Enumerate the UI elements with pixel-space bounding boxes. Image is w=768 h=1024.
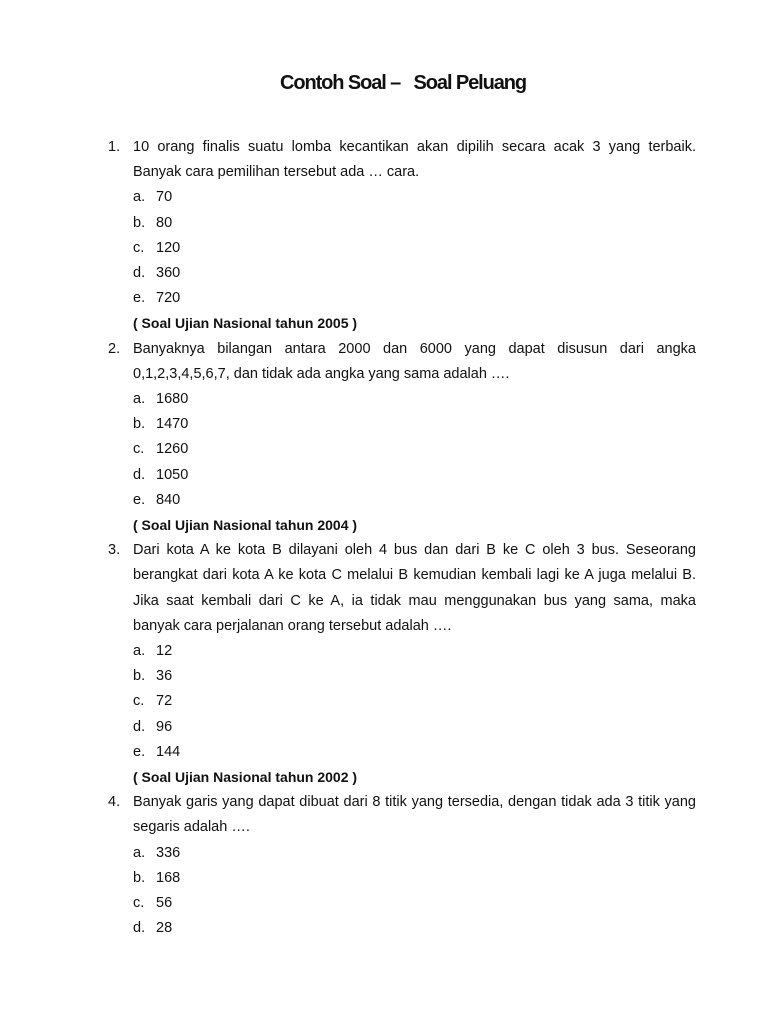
option-value: 80 — [156, 214, 173, 231]
question-number: 3. — [108, 542, 121, 559]
option-value: 1260 — [156, 441, 189, 458]
option-item — [133, 916, 696, 941]
option-list — [133, 387, 696, 513]
option-letter: c. — [133, 239, 145, 256]
option-letter: a. — [133, 643, 146, 660]
option-value: 840 — [156, 491, 181, 508]
option-value: 720 — [156, 290, 181, 307]
option-value: 72 — [156, 693, 173, 710]
option-value: 1680 — [156, 391, 189, 408]
option-value: 96 — [156, 718, 173, 735]
option-item — [133, 463, 696, 488]
question-source: ( Soal Ujian Nasional tahun 2002 ) — [133, 769, 358, 786]
question-text: Banyak garis yang dapat dibuat dari 8 titik yang tersedia, dengan tidak ada 3 titik yang segaris adalah …. — [133, 794, 696, 836]
option-letter: b. — [133, 668, 146, 685]
option-item — [133, 437, 696, 462]
page-title: Contoh Soal – Soal Peluang — [280, 72, 526, 94]
option-value: 360 — [156, 265, 181, 282]
option-value: 336 — [156, 844, 181, 861]
option-item — [133, 639, 696, 664]
question-text: Dari kota A ke kota B dilayani oleh 4 bus dan dari B ke C oleh 3 bus. Seseorang berangkat dari kota A ke kota C melalui B kemudian kembali lagi ke A juga melalui B. Jika saat kembali dari C ke A, ia tidak mau menggunakan bus yang sama, maka banyak cara perjalanan orang tersebut adalah …. — [133, 542, 696, 634]
option-letter: d. — [133, 718, 146, 735]
option-item — [133, 211, 696, 236]
question-item — [108, 790, 696, 941]
question-item — [108, 538, 696, 790]
option-value: 144 — [156, 743, 181, 760]
option-letter: a. — [133, 391, 146, 408]
option-item — [133, 185, 696, 210]
option-letter: a. — [133, 189, 146, 206]
option-item — [133, 412, 696, 437]
question-number: 1. — [108, 139, 121, 155]
question-source: ( Soal Ujian Nasional tahun 2004 ) — [133, 517, 358, 534]
question-list — [108, 135, 696, 942]
option-item — [133, 261, 696, 286]
option-value: 12 — [156, 643, 173, 660]
option-item — [133, 236, 696, 261]
option-value: 120 — [156, 239, 181, 256]
option-value: 70 — [156, 189, 173, 206]
option-letter: b. — [133, 416, 146, 433]
question-number: 2. — [108, 340, 121, 357]
option-letter: d. — [133, 920, 146, 937]
question-text: 10 orang finalis suatu lomba kecantikan akan dipilih secara acak 3 yang terbaik. Banyak cara pemilihan tersebut ada … cara. — [133, 139, 696, 181]
option-item — [133, 866, 696, 891]
option-item — [133, 689, 696, 714]
option-value: 28 — [156, 920, 173, 937]
option-value: 168 — [156, 869, 181, 886]
option-letter: c. — [133, 895, 145, 912]
option-letter: d. — [133, 466, 146, 483]
option-value: 56 — [156, 895, 173, 912]
option-letter: b. — [133, 214, 146, 231]
option-letter: e. — [133, 491, 146, 508]
option-list — [133, 185, 696, 311]
option-value: 1050 — [156, 466, 189, 483]
option-list — [133, 841, 696, 942]
option-value: 1470 — [156, 416, 189, 433]
option-letter: c. — [133, 693, 145, 710]
option-letter: e. — [133, 743, 146, 760]
option-item — [133, 715, 696, 740]
question-item — [108, 135, 696, 337]
option-item — [133, 488, 696, 513]
option-letter: d. — [133, 265, 146, 282]
option-letter: a. — [133, 844, 146, 861]
option-item — [133, 286, 696, 311]
question-number: 4. — [108, 794, 121, 811]
option-item — [133, 740, 696, 765]
option-letter: b. — [133, 869, 146, 886]
option-list — [133, 639, 696, 765]
option-letter: c. — [133, 441, 145, 458]
option-item — [133, 387, 696, 412]
question-item — [108, 337, 696, 539]
option-item — [133, 841, 696, 866]
option-item — [133, 664, 696, 689]
question-source: ( Soal Ujian Nasional tahun 2005 ) — [133, 315, 358, 332]
option-value: 36 — [156, 668, 173, 685]
option-item — [133, 891, 696, 916]
question-text: Banyaknya bilangan antara 2000 dan 6000 yang dapat disusun dari angka 0,1,2,3,4,5,6,7, dan tidak ada angka yang sama adalah …. — [133, 340, 696, 382]
option-letter: e. — [133, 290, 146, 307]
